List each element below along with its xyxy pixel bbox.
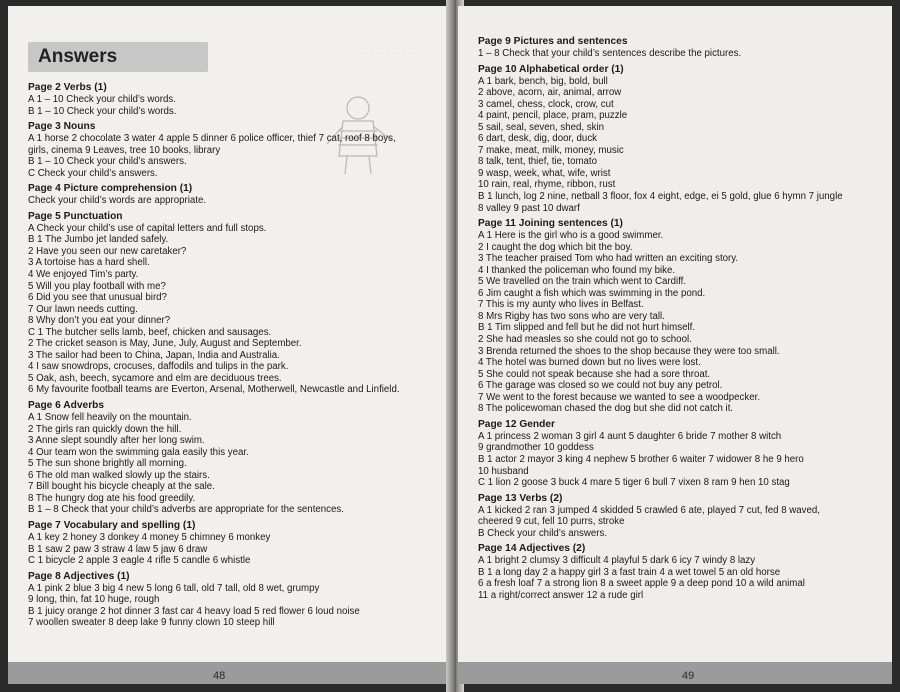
answer-line: A 1 key 2 honey 3 donkey 4 money 5 chimney 6 monkey (28, 531, 271, 543)
answer-line: 3 Anne slept soundly after her long swim. (28, 435, 205, 447)
section-title: Page 10 Alphabetical order (1) (478, 63, 624, 75)
answer-line: 3 The sailor had been to China, Japan, India and Australia. (28, 349, 280, 361)
answer-line: girls, cinema 9 Leaves, tree 10 books, library (28, 144, 221, 156)
answers-heading-bar (28, 42, 208, 72)
answer-line: 2 I caught the dog which bit the boy. (478, 241, 633, 253)
answer-line: B 1 Tim slipped and fell but he did not hurt himself. (478, 322, 696, 334)
answer-line: 11 a right/correct answer 12 a rude girl (478, 589, 644, 601)
answer-line: 6 a fresh loaf 7 a strong lion 8 a sweet apple 9 a deep pond 10 a wild animal (478, 578, 805, 590)
answer-line: B 1 The Jumbo jet landed safely. (28, 234, 169, 246)
answer-line: A 1 – 10 Check your child’s words. (28, 94, 176, 105)
answer-line: B 1 juicy orange 2 hot dinner 3 fast car 4 heavy load 5 red flower 6 loud noise (28, 605, 360, 617)
section-title: Page 14 Adjectives (2) (478, 543, 586, 555)
section-title: Page 4 Picture comprehension (1) (28, 183, 193, 195)
answer-line: 5 Will you play football with me? (28, 280, 166, 292)
answer-line: 6 dart, desk, dig, door, duck (478, 133, 598, 145)
answer-line: 5 Oak, ash, beech, sycamore and elm are deciduous trees. (28, 372, 282, 384)
answer-line: B 1 – 10 Check your child’s answers. (28, 156, 187, 168)
answer-line: 5 sail, seal, seven, shed, skin (478, 121, 605, 133)
answer-line: 9 wasp, week, what, wife, wrist (478, 167, 611, 179)
answer-line: 10 husband (478, 465, 529, 477)
answer-line: 7 We went to the forest because we wanted to see a woodpecker. (478, 391, 761, 403)
answer-line: cheered 9 cut, fell 10 purrs, stroke (478, 516, 625, 528)
answer-line: 2 She had measles so she could not go to school. (478, 334, 692, 346)
answer-line: A 1 horse 2 chocolate 3 water 4 apple 5 dinner 6 police officer, thief 7 cat, roof 8 boys, (28, 133, 396, 145)
answer-line: A Check your child’s use of capital letters and full stops. (28, 222, 267, 234)
section-title: Page 12 Gender (478, 418, 556, 430)
answer-line: 3 A tortoise has a hard shell. (28, 257, 150, 269)
left-page-number: 48 (213, 670, 226, 682)
answer-line: 1 – 8 Check that your child’s sentences describe the pictures. (478, 48, 742, 59)
answer-line: B 1 saw 2 paw 3 straw 4 law 5 jaw 6 draw (28, 543, 208, 555)
answer-line: Check your child’s words are appropriate. (28, 195, 207, 207)
answer-line: C 1 lion 2 goose 3 buck 4 mare 5 tiger 6 bull 7 vixen 8 ram 9 hen 10 stag (478, 477, 790, 489)
answer-line: B 1 actor 2 mayor 3 king 4 nephew 5 brother 6 waiter 7 widower 8 he 9 hero (478, 453, 804, 465)
answer-line: 8 valley 9 past 10 dwarf (478, 202, 580, 214)
answer-line: A 1 bright 2 clumsy 3 difficult 4 playful 5 dark 6 icy 7 windy 8 lazy (478, 555, 756, 567)
answer-line: 6 The old man walked slowly up the stairs. (28, 469, 210, 481)
answer-line: 8 The hungry dog ate his food greedily. (28, 492, 196, 504)
answer-line: 2 The girls ran quickly down the hill. (28, 423, 182, 435)
answer-line: 6 Jim caught a fish which was swimming in the pond. (478, 287, 706, 299)
right-page (458, 6, 892, 684)
section-title: Page 13 Verbs (2) (478, 492, 563, 504)
answer-line: 7 Bill bought his bicycle cheaply at the sale. (28, 481, 215, 493)
right-footer-band (458, 662, 892, 684)
section-title: Page 11 Joining sentences (1) (478, 218, 623, 230)
left-footer-band (8, 662, 452, 684)
right-page-number: 49 (682, 670, 695, 682)
answer-line: 3 The teacher praised Tom who had written an exciting story. (478, 253, 739, 265)
section-title: Page 2 Verbs (1) (28, 82, 107, 93)
answer-line: 7 This is my aunty who lives in Belfast. (478, 299, 644, 311)
answer-line: B 1 lunch, log 2 nine, netball 3 floor, fox 4 eight, edge, ei 5 gold, glue 6 hymn 7 jungle (478, 191, 843, 203)
answer-line: 8 talk, tent, thief, tie, tomato (478, 156, 598, 168)
answer-line: A 1 Snow fell heavily on the mountain. (28, 412, 192, 424)
answers-heading: Answers (38, 46, 118, 67)
answer-line: 4 The hotel was burned down but no lives were lost. (478, 357, 701, 369)
answer-line: C 1 The butcher sells lamb, beef, chicken and sausages. (28, 326, 272, 338)
answer-line: C 1 bicycle 2 apple 3 eagle 4 rifle 5 candle 6 whistle (28, 555, 251, 567)
section-title: Page 8 Adjectives (1) (28, 570, 130, 582)
answer-line: 4 I thanked the policeman who found my bike. (478, 264, 676, 276)
answer-line: C Check your child’s answers. (28, 167, 158, 179)
section-title: Page 7 Vocabulary and spelling (1) (28, 519, 196, 531)
answer-line: 3 camel, chess, clock, crow, cut (478, 98, 614, 110)
answer-line: 2 above, acorn, air, animal, arrow (478, 87, 622, 99)
answer-line: 4 I saw snowdrops, crocuses, daffodils and tulips in the park. (28, 361, 289, 373)
answer-line: 8 Why don’t you eat your dinner? (28, 315, 171, 327)
answer-line: 2 The cricket season is May, June, July, August and September. (28, 338, 302, 350)
answer-line: 5 The sun shone brightly all morning. (28, 458, 187, 470)
answer-line: 9 long, thin, fat 10 huge, rough (28, 594, 160, 606)
answer-line: 8 The policewoman chased the dog but she did not catch it. (478, 403, 734, 415)
answer-line: 6 The garage was closed so we could not buy any petrol. (478, 380, 723, 392)
answer-line: 5 We travelled on the train which went to Cardiff. (478, 276, 687, 288)
answer-line: 3 Brenda returned the shoes to the shop because they were too small. (478, 345, 780, 357)
answer-line: 8 Mrs Rigby has two sons who are very tall. (478, 310, 665, 322)
answer-line: A 1 kicked 2 ran 3 jumped 4 skidded 5 crawled 6 ate, played 7 cut, fed 8 waved, (478, 504, 820, 516)
answer-line: B 1 – 10 Check your child’s words. (28, 105, 177, 117)
left-page (8, 6, 452, 684)
answer-line: 4 paint, pencil, place, pram, puzzle (478, 110, 628, 122)
answer-line: A 1 princess 2 woman 3 girl 4 aunt 5 daughter 6 bride 7 mother 8 witch (478, 430, 782, 442)
answer-line: 7 woollen sweater 8 deep lake 9 funny clown 10 steep hill (28, 617, 275, 629)
section-title: Page 5 Punctuation (28, 210, 123, 222)
answer-line: B Check your child’s answers. (478, 527, 608, 539)
answer-line: B 1 a long day 2 a happy girl 3 a fast train 4 a wet towel 5 an old horse (478, 566, 781, 578)
section-title: Page 6 Adverbs (28, 400, 105, 412)
show-through-text: · · · · · · · · · · · · · · (353, 48, 428, 58)
answer-line: 7 Our lawn needs cutting. (28, 303, 138, 315)
answer-line: 9 grandmother 10 goddess (478, 442, 594, 454)
answer-line: 6 Did you see that unusual bird? (28, 292, 167, 304)
answer-line: 7 make, meat, milk, money, music (478, 144, 624, 156)
answer-line: A 1 bark, bench, big, bold, bull (478, 75, 608, 87)
right-answer-column (478, 32, 888, 601)
section-title: Page 9 Pictures and sentences (478, 36, 628, 47)
answer-line: 5 She could not speak because she had a sore throat. (478, 368, 711, 380)
answer-line: A 1 pink 2 blue 3 big 4 new 5 long 6 tall, old 7 tall, old 8 wet, grumpy (28, 582, 320, 594)
answer-line: A 1 Here is the girl who is a good swimmer. (478, 230, 664, 242)
left-answer-column (28, 78, 438, 629)
answer-line: 6 My favourite football teams are Everton, Arsenal, Motherwell, Newcastle and Linfield. (28, 384, 400, 396)
answer-line: 4 Our team won the swimming gala easily this year. (28, 446, 249, 458)
section-title: Page 3 Nouns (28, 121, 96, 133)
answer-line: B 1 – 8 Check that your child’s adverbs are appropriate for the sentences. (28, 504, 344, 516)
answer-line: 4 We enjoyed Tim’s party. (28, 269, 139, 281)
answer-line: 10 rain, real, rhyme, ribbon, rust (478, 179, 616, 191)
answer-line: 2 Have you seen our new caretaker? (28, 245, 187, 257)
